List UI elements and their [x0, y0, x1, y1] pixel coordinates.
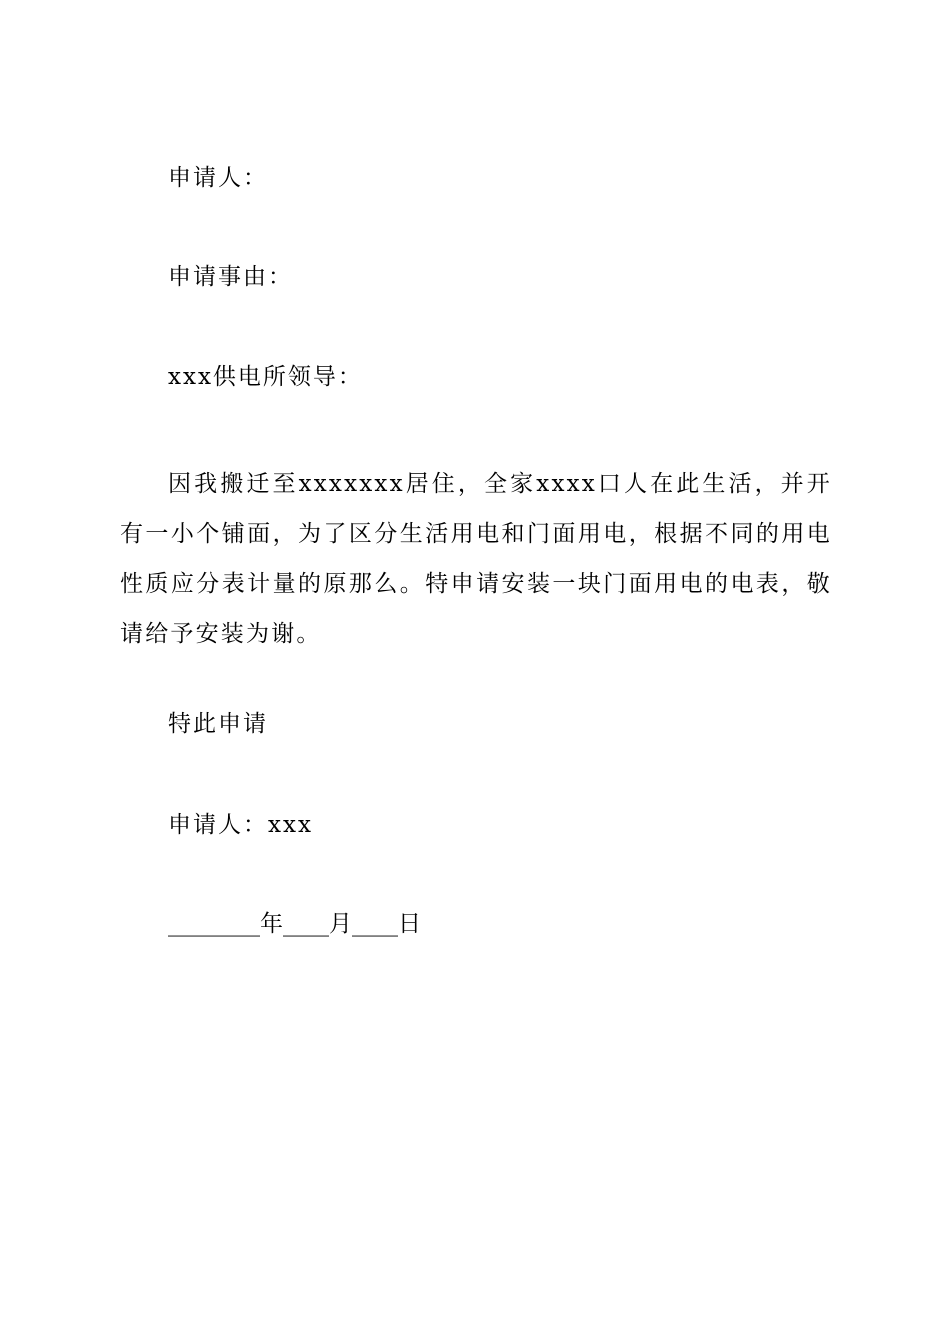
applicant-label: 申请人： [168, 165, 268, 191]
closing-line: 特此申请 [168, 711, 268, 737]
date-line: ________年____月____日 [168, 911, 421, 937]
signature-line: 申请人：xxx [168, 812, 313, 838]
salutation: xxx供电所领导： [168, 364, 363, 390]
body-paragraph: 因我搬迁至xxxxxxx居住，全家xxxx口人在此生活，并开有一小个铺面，为了区分生活用电和门面用电，根据不同的用电性质应分表计量的原那么。特申请安装一块门面用电的电表，敬请给予安装为谢。 [120, 471, 832, 647]
reason-label: 申请事由： [168, 264, 293, 290]
